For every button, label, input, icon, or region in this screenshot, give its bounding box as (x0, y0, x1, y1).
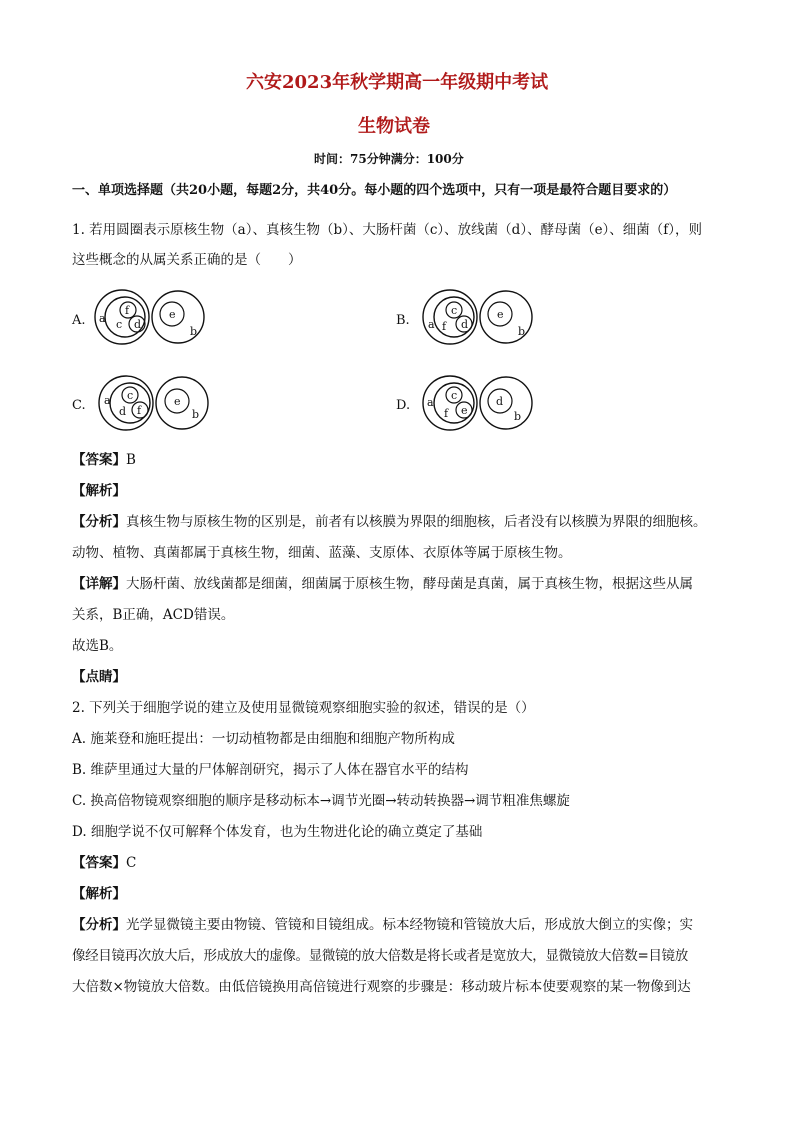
q1-option-c-diagram (98, 370, 218, 438)
q2-fenxi-line3: 大倍数×物镜放大倍数。由低倍镜换用高倍镜进行观察的步骤是：移动玻片标本使要观察的某一物像到达 (72, 979, 691, 995)
q1-analysis-tag: 【解析】 (72, 483, 126, 499)
q1-option-a-diagram (94, 284, 214, 352)
xiangjie-tag: 【详解】 (72, 576, 126, 592)
q1-option-a-label: A. (72, 313, 86, 328)
q2-analysis-tag: 【解析】 (72, 886, 126, 902)
label-bl: f (442, 320, 447, 333)
label-a: a (104, 394, 111, 407)
q2-option-b: B. 维萨里通过大量的尸体解剖研究，揭示了人体在器官水平的结构 (72, 762, 469, 778)
label-top: c (127, 389, 134, 402)
fenxi-tag: 【分析】 (72, 514, 126, 530)
q1-dianjing-tag: 【点睛】 (72, 669, 126, 685)
label-a: a (427, 396, 434, 409)
q1-option-b-label: B. (396, 313, 410, 328)
label-top: c (451, 304, 458, 317)
answer-value: B (126, 452, 136, 468)
q1-stem-line2: 这些概念的从属关系正确的是（ ） (72, 252, 302, 268)
label-right-inner: e (174, 395, 181, 408)
q1-option-c-label: C. (72, 398, 86, 413)
q1-stem-line1: 1. 若用圆圈表示原核生物（a）、真核生物（b）、大肠杆菌（c）、放线菌（d）、酵母菌（e）、细菌（f），则 (72, 222, 703, 238)
label-bl: f (444, 407, 449, 420)
q1-option-b-diagram (422, 284, 542, 352)
q1-fenxi-line1 (72, 516, 707, 530)
label-a: a (428, 318, 435, 331)
answer-tag: 【答案】 (72, 452, 126, 468)
q2-option-c: C. 换高倍物镜观察细胞的顺序是移动标本→调节光圈→转动转换器→调节粗准焦螺旋 (72, 793, 570, 809)
label-right-inner: e (169, 308, 176, 321)
label-br: d (134, 318, 142, 331)
q1-fenxi-line2: 动物、植物、真菌都属于真核生物，细菌、蓝藻、支原体、衣原体等属于原核生物。 (72, 545, 572, 561)
fenxi-tag: 【分析】 (72, 917, 126, 933)
exam-title: 六安2023年秋学期高一年级期中考试 (246, 72, 549, 93)
exam-subtitle: 生物试卷 (358, 116, 430, 137)
xiangjie-text: 大肠杆菌、放线菌都是细菌，细菌属于原核生物，酵母菌是真菌，属于真核生物，根据这些从属 (126, 576, 693, 592)
label-a: a (99, 312, 106, 325)
label-br: d (461, 318, 469, 331)
label-right-inner: d (496, 395, 504, 408)
label-right-inner: e (497, 308, 504, 321)
label-bl: d (119, 405, 127, 418)
q2-option-d: D. 细胞学说不仅可解释个体发育，也为生物进化论的确立奠定了基础 (72, 824, 483, 840)
q2-answer (72, 857, 136, 871)
time-info: 时间：75分钟满分：100分 (314, 152, 464, 166)
label-top: f (125, 304, 130, 317)
answer-value: C (126, 855, 137, 871)
fenxi-text: 真核生物与原核生物的区别是，前者有以核膜为界限的细胞核，后者没有以核膜为界限的细胞核。 (126, 514, 707, 530)
q1-xiangjie-line1 (72, 578, 693, 592)
q2-fenxi-line2: 像经目镜再次放大后，形成放大的虚像。显微镜的放大倍数是将长或者是宽放大，显微镜放大倍数=目镜放 (72, 948, 688, 964)
label-bl: c (116, 318, 123, 331)
q1-option-d-label: D. (396, 398, 411, 413)
label-right-outer: b (192, 408, 200, 421)
label-right-outer: b (514, 410, 522, 423)
label-right-outer: b (190, 325, 198, 338)
section-heading: 一、单项选择题（共20小题，每题2分，共40分。每小题的四个选项中，只有一项是最符合题目要求的） (72, 183, 677, 198)
fenxi-text: 光学显微镜主要由物镜、管镜和目镜组成。标本经物镜和管镜放大后，形成放大倒立的实像；实 (126, 917, 693, 933)
q2-option-a: A. 施莱登和施旺提出：一切动植物都是由细胞和细胞产物所构成 (72, 731, 455, 747)
label-top: c (451, 389, 458, 402)
label-br: e (461, 404, 468, 417)
q1-answer (72, 454, 136, 468)
answer-tag: 【答案】 (72, 855, 126, 871)
q2-fenxi-line1 (72, 919, 693, 933)
q2-stem: 2. 下列关于细胞学说的建立及使用显微镜观察细胞实验的叙述，错误的是（） (72, 700, 535, 716)
q1-conclusion: 故选B。 (72, 638, 123, 654)
label-right-outer: b (518, 325, 526, 338)
label-br: f (137, 404, 142, 417)
q1-xiangjie-line2: 关系，B正确，ACD错误。 (72, 607, 235, 623)
q1-option-d-diagram (422, 370, 542, 438)
